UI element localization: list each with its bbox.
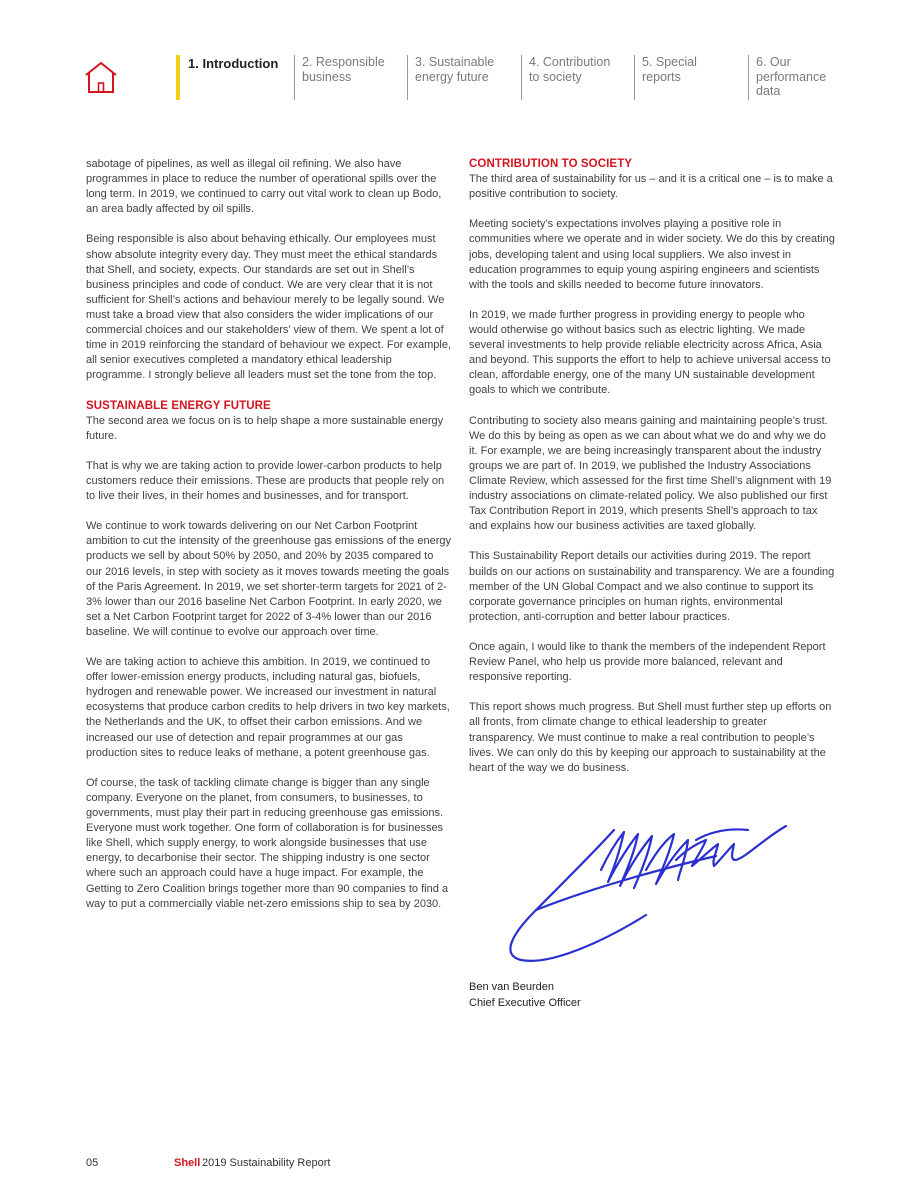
paragraph: Contributing to society also means gaining and maintaining people’s trust. We do this by being as open as we can about what we do and why we do it. For example, we are being increasingly transparent about the industry groups we are part of. In 2019, we published the Industry Associations Climate Review, which assessed for the first time Shell’s alignment with 19 industry associations on climate-related policy. We also published our first Tax Contribution Report in 2019, which presents Shell’s approach to tax and explains how our business activities are taxed globally. — [469, 414, 832, 533]
nav-tab-label-line1: 2. Responsible — [302, 55, 385, 69]
home-icon-graphic — [84, 60, 118, 94]
paragraph: That is why we are taking action to provide lower-carbon products to help customers reduce their emissions. These are products that people rely on to live their lives, in their homes and businesses, and for transport. — [86, 459, 445, 503]
nav-tab-label: 1. Introduction — [188, 56, 279, 71]
home-icon[interactable] — [84, 60, 118, 94]
nav-tab-label-line2: performance — [756, 69, 827, 84]
nav-tab-responsible-business[interactable] — [294, 55, 402, 100]
signatory-title: Chief Executive Officer — [469, 996, 581, 1009]
section-heading-sustainable-energy-future: SUSTAINABLE ENERGY FUTURE — [86, 399, 271, 412]
signature-graphic — [496, 810, 796, 970]
nav-tab-contribution-to-society[interactable] — [521, 55, 629, 100]
paragraph: sabotage of pipelines, as well as illegal oil refining. We also have programmes in place to reduce the number of operational spills over the long term. In 2019, we continued to carry out vital work to clean up Bodo, an area badly affected by oil spills. — [86, 158, 442, 216]
nav-tab-introduction[interactable] — [176, 55, 286, 100]
nav-tab-performance-data[interactable] — [748, 55, 856, 100]
nav-tab-label-line1: 3. Sustainable — [415, 55, 495, 69]
nav-tab-label-line2: reports — [642, 69, 681, 84]
paragraph: We are taking action to achieve this ambition. In 2019, we continued to offer lower-emission energy products, including natural gas, biofuels, hydrogen and renewable power. We increased our investment in natural ecosystems that produce carbon credits to help drivers in two key markets, the Netherlands and the UK, to offset their carbon emissions. And we increased our use of detection and repair programmes at our gas production sites to reduce leaks of methane, a potent greenhouse gas. — [86, 656, 450, 759]
ceo-signature — [496, 810, 796, 970]
left-text-column — [86, 157, 452, 912]
paragraph: Once again, I would like to thank the members of the independent Report Review Panel, who help us provide more balanced, relevant and responsive reporting. — [469, 641, 826, 684]
signatory-name: Ben van Beurden — [469, 981, 555, 993]
nav-tab-label-line3: data — [756, 84, 781, 98]
nav-tab-label-line2: to society — [529, 69, 582, 84]
nav-tab-label-line1: 6. Our — [756, 55, 791, 69]
right-text-column — [469, 157, 835, 776]
paragraph: Being responsible is also about behaving ethically. Our employees must show absolute integrity every day. They must meet the ethical standards that Shell, and society, expects. Our standards are set out in Shell’s business principles and code of conduct. We are very clear that it is not sufficient for Shell’s actions and behaviour merely to be legally sound. We must take a broad view that also considers the wider implications of our commercial choices and our stakeholders’ view of them. We spent a lot of time in 2019 reinforcing the standard of behaviour we expect. For example, all senior executives completed a mandatory ethical leadership programme. I strongly believe all leaders must set the tone from the top. — [86, 233, 452, 382]
paragraph: We continue to work towards delivering on our Net Carbon Footprint ambition to cut the intensity of the greenhouse gas emissions of the energy products we sell by about 50% by 2050, and 20% by 2035 compared to our 2016 levels, in step with society as it moves towards meeting the goals of the Paris Agreement. In 2019, we set shorter-term targets for 2021 of 2-3% lower than our 2016 baseline Net Carbon Footprint. In early 2020, we set a Net Carbon Footprint target for 2022 of 3-4% lower than our 2016 baseline. We will continue to evolve our approach over time. — [86, 520, 452, 638]
nav-tab-label-line1: 4. Contribution — [529, 55, 611, 69]
signatory-block — [469, 980, 581, 1011]
paragraph: Meeting society’s expectations involves playing a positive role in communities where we operate and in wider society. We do this by creating jobs, developing talent and using local suppliers. We also invest in education programmes to equip young aspiring engineers and scientists with the tools and skills needed to become future innovators. — [469, 218, 835, 291]
page-number: 05 — [86, 1157, 99, 1169]
paragraph: This report shows much progress. But Shell must further step up efforts on all fronts, from climate change to ethical leadership to greater transparency. We must continue to make a real contribution to people’s lives. We can only do this by keeping our approach to sustainability at the heart of the way we do business. — [469, 701, 832, 774]
nav-tab-label-line2: energy future — [415, 69, 489, 84]
paragraph: The second area we focus on is to help shape a more sustainable energy future. — [86, 414, 444, 442]
paragraph: Of course, the task of tackling climate change is bigger than any single company. Everyone on the planet, from consumers, to businesses, to governments, must play their part in reducing greenhouse gas emissions. Everyone must work together. One form of collaboration is for businesses like Shell, which supply energy, to work alongside businesses that use energy, to decarbonise their sector. The shipping industry is one sector where such an approach could have a huge impact. For example, the Getting to Zero Coalition brings together more than 90 companies to find a way to put a commercially viable net-zero emissions ship to sea by 2030. — [86, 776, 448, 910]
paragraph: The third area of sustainability for us – and it is a critical one – is to make a positive contribution to society. — [469, 173, 833, 201]
nav-tab-sustainable-energy-future[interactable] — [407, 55, 515, 100]
section-heading-contribution-to-society: CONTRIBUTION TO SOCIETY — [469, 158, 633, 170]
nav-tab-label-line1: 5. Special — [642, 55, 697, 69]
nav-tab-special-reports[interactable] — [634, 55, 742, 100]
report-title: 2019 Sustainability Report — [202, 1157, 331, 1169]
nav-tab-label-line2: business — [302, 69, 352, 84]
paragraph: This Sustainability Report details our activities during 2019. The report builds on our actions on sustainability and transparency. We are a founding member of the UN Global Compact and we also continue to support its corporate governance principles on human rights, environmental protection, anti-corruption and better labour practices. — [469, 550, 835, 623]
brand-name: Shell — [174, 1157, 201, 1169]
paragraph: In 2019, we made further progress in providing energy to people who would otherwise go without basics such as electric lighting. We made several investments to help provide reliable electricity across Africa, Asia and beyond. This supports the effort to help to achieve universal access to clean, affordable energy, one of the many UN sustainable development goals to which we contribute. — [469, 308, 831, 397]
